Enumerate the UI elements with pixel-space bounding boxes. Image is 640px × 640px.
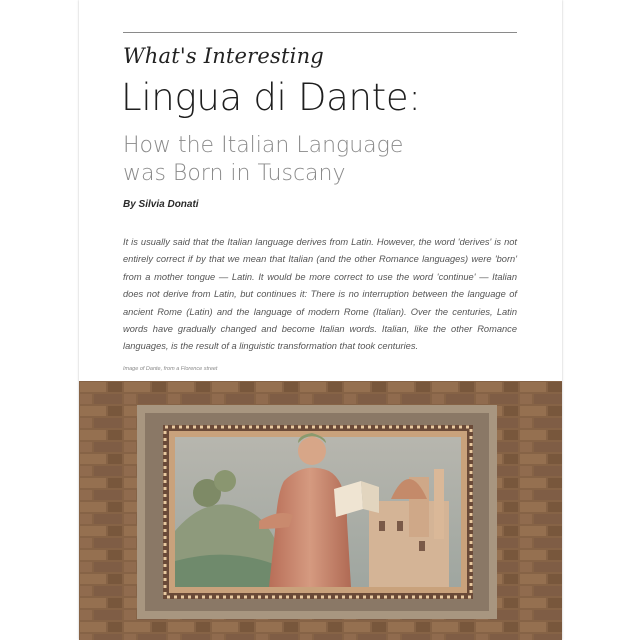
article-title: Lingua di Dante: [121,76,421,119]
subtitle-line-1: How the Italian Language [123,133,404,158]
magazine-page [79,0,562,640]
subtitle-line-2: was Born in Tuscany [123,161,346,186]
article-subtitle [123,132,423,188]
photo-caption: Image of Dante, from a Florence street [123,366,218,372]
header-rule [123,32,517,33]
section-kicker: What's Interesting [123,44,324,68]
author-byline: By Silvia Donati [123,199,199,210]
article-body: It is usually said that the Italian language derives from Latin. However, the word 'derives' is not entirely correct if by that we mean that Italian (and the other Romance languages) were 'born' from a mother tongue — Latin. It would be more correct to use the word 'continue' — Italian does not derive from Latin, but continues it: There is no interruption between the language of ancient Rome (Latin) and the language of modern Rome (Italian). Over the centuries, Latin words have gradually changed and become Italian words. Italian, like the other Romance languages, is the result of a linguistic transformation that took centuries. [123,237,517,352]
dante-relief-photo [79,381,562,640]
